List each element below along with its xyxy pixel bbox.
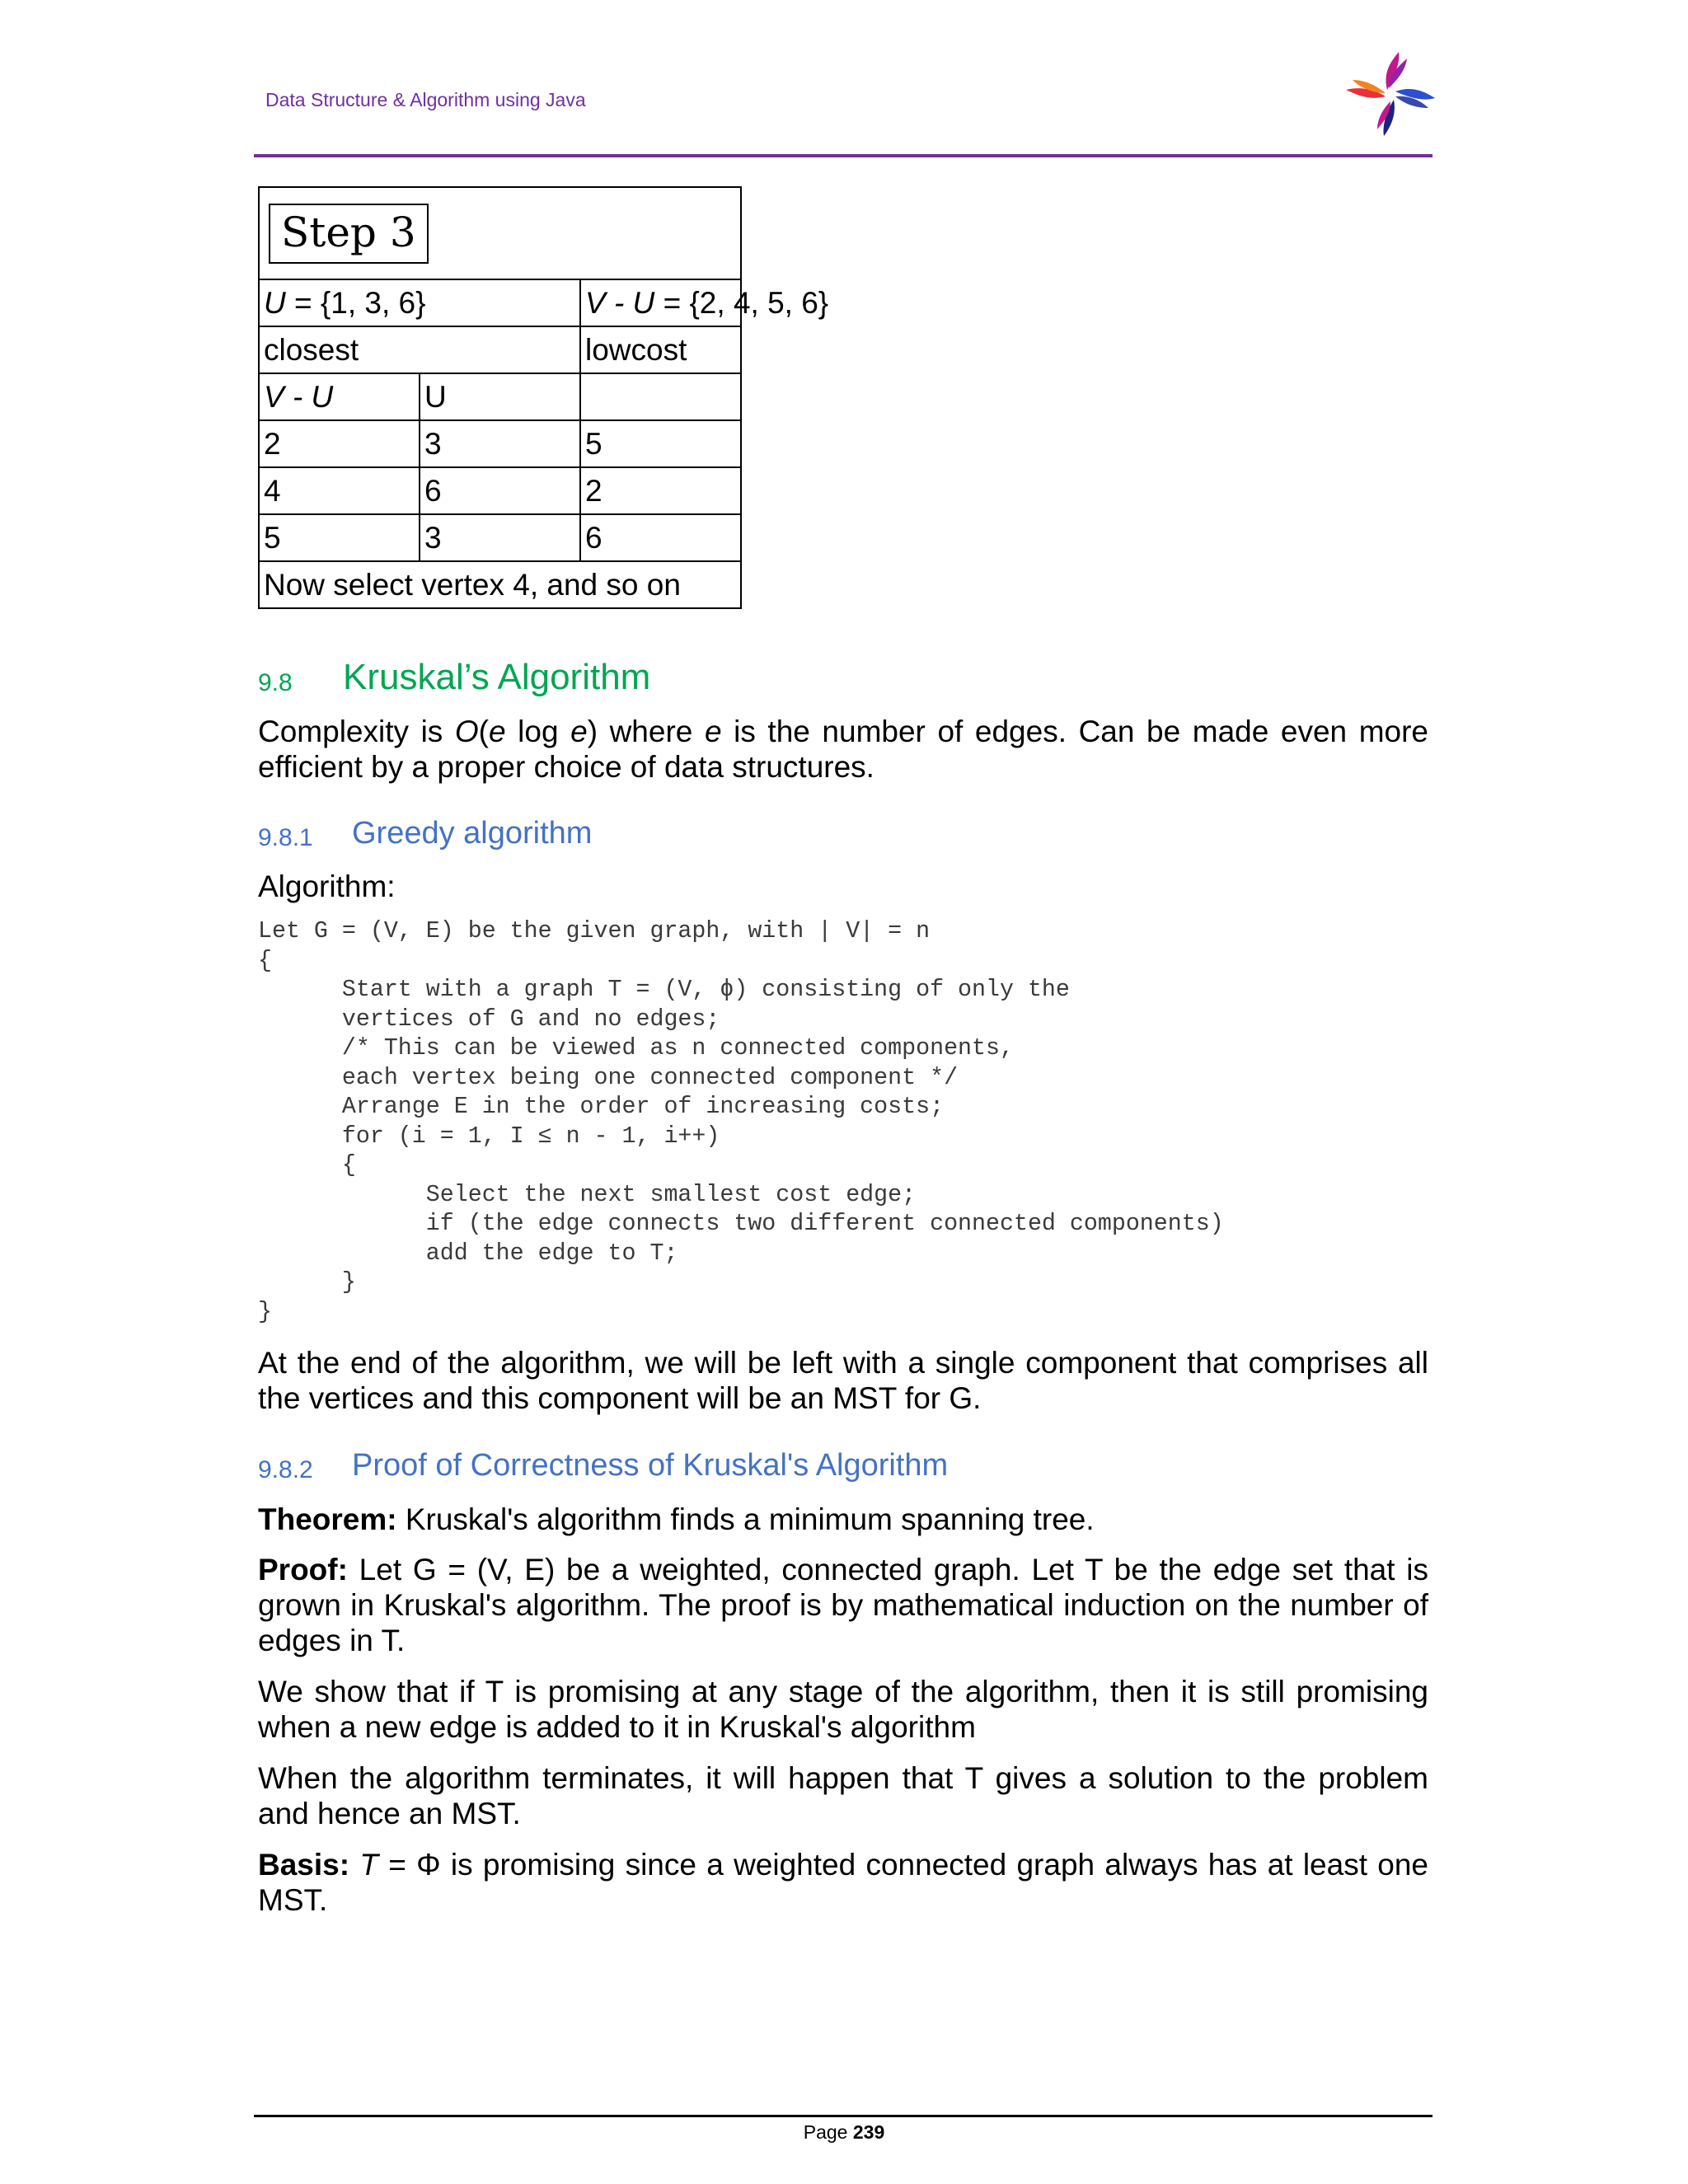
algorithm-result-paragraph: At the end of the algorithm, we will be left with a single component that comprises all the vertices and this component will be an MST for G.: [258, 1346, 1428, 1415]
algorithm-label: Algorithm:: [258, 869, 396, 903]
table-cell: 6: [580, 514, 741, 561]
table-footer-row: [259, 561, 741, 608]
sub-header-empty: [580, 373, 741, 420]
table-cell: 5: [580, 420, 741, 467]
page-number: Page 239: [803, 2121, 885, 2143]
footer-rule: [254, 2115, 1432, 2117]
table-cell: 3: [420, 514, 580, 561]
sub-header-vu: V - U: [259, 373, 420, 420]
sub-header-u: U: [420, 373, 580, 420]
table-footer-text: Now select vertex 4, and so on: [259, 561, 741, 608]
sets-row: [259, 279, 741, 326]
theorem-paragraph: Theorem: Kruskal's algorithm finds a minimum spanning tree.: [258, 1502, 1095, 1536]
proof-paragraph: Proof: Let G = (V, E) be a weighted, connected graph. Let T be the edge set that is grown in Kruskal's algorithm. The proof is by mathematical induction on the number of edges in T.: [258, 1553, 1428, 1657]
termination-paragraph: When the algorithm terminates, it will happen that T gives a solution to the problem and hence an MST.: [258, 1761, 1428, 1830]
complexity-paragraph: Complexity is O(e log e) where e is the number of edges. Can be made even more efficient by a proper choice of data structures.: [258, 715, 1428, 784]
table-cell: 3: [420, 420, 580, 467]
table-row: [259, 514, 741, 561]
header-rule: [254, 154, 1432, 157]
subsection-heading: Greedy algorithm: [352, 816, 593, 851]
step-label: Step 3: [269, 204, 429, 264]
closest-header: closest: [259, 326, 580, 373]
table-cell: 5: [259, 514, 420, 561]
subsection-number: 9.8.1: [258, 824, 313, 851]
step-title-row: [259, 187, 741, 279]
column-header-row: [259, 326, 741, 373]
table-cell: 6: [420, 467, 580, 514]
table-cell: 2: [580, 467, 741, 514]
subsection-heading: Proof of Correctness of Kruskal's Algorithm: [352, 1448, 949, 1483]
table-cell: 4: [259, 467, 420, 514]
vu-set-cell: V - U = {2, 4, 5, 6}: [580, 279, 741, 326]
prim-step-table: [258, 186, 829, 609]
u-set-cell: U = {1, 3, 6}: [259, 279, 580, 326]
pseudocode-block: Let G = (V, E) be the given graph, with | V| = n { Start with a graph T = (V, ϕ) consisting of only the vertices of G and no edges; /* This can be viewed as n connected components, each vertex being one connected component */ Arrange E in the order of increasing costs; for (i = 1, I ≤ n - 1, i++) { Select the next smallest cost edge; if (the edge connects two different connected components) add the edge to T; } }: [258, 918, 1224, 1325]
promising-paragraph: We show that if T is promising at any stage of the algorithm, then it is still promising when a new edge is added to it in Kruskal's algorithm: [258, 1675, 1428, 1744]
basis-paragraph: Basis: T = Φ is promising since a weighted connected graph always has at least one MST.: [258, 1848, 1428, 1917]
subsection-number: 9.8.2: [258, 1456, 313, 1483]
lowcost-header: lowcost: [580, 326, 741, 373]
publisher-logo: [1342, 49, 1439, 140]
table-row: [259, 420, 741, 467]
sub-header-row: [259, 373, 741, 420]
table-cell: 2: [259, 420, 420, 467]
running-header-title: Data Structure & Algorithm using Java: [265, 89, 586, 110]
table-row: [259, 467, 741, 514]
section-heading: Kruskal’s Algorithm: [343, 657, 651, 697]
section-number: 9.8: [258, 669, 293, 696]
